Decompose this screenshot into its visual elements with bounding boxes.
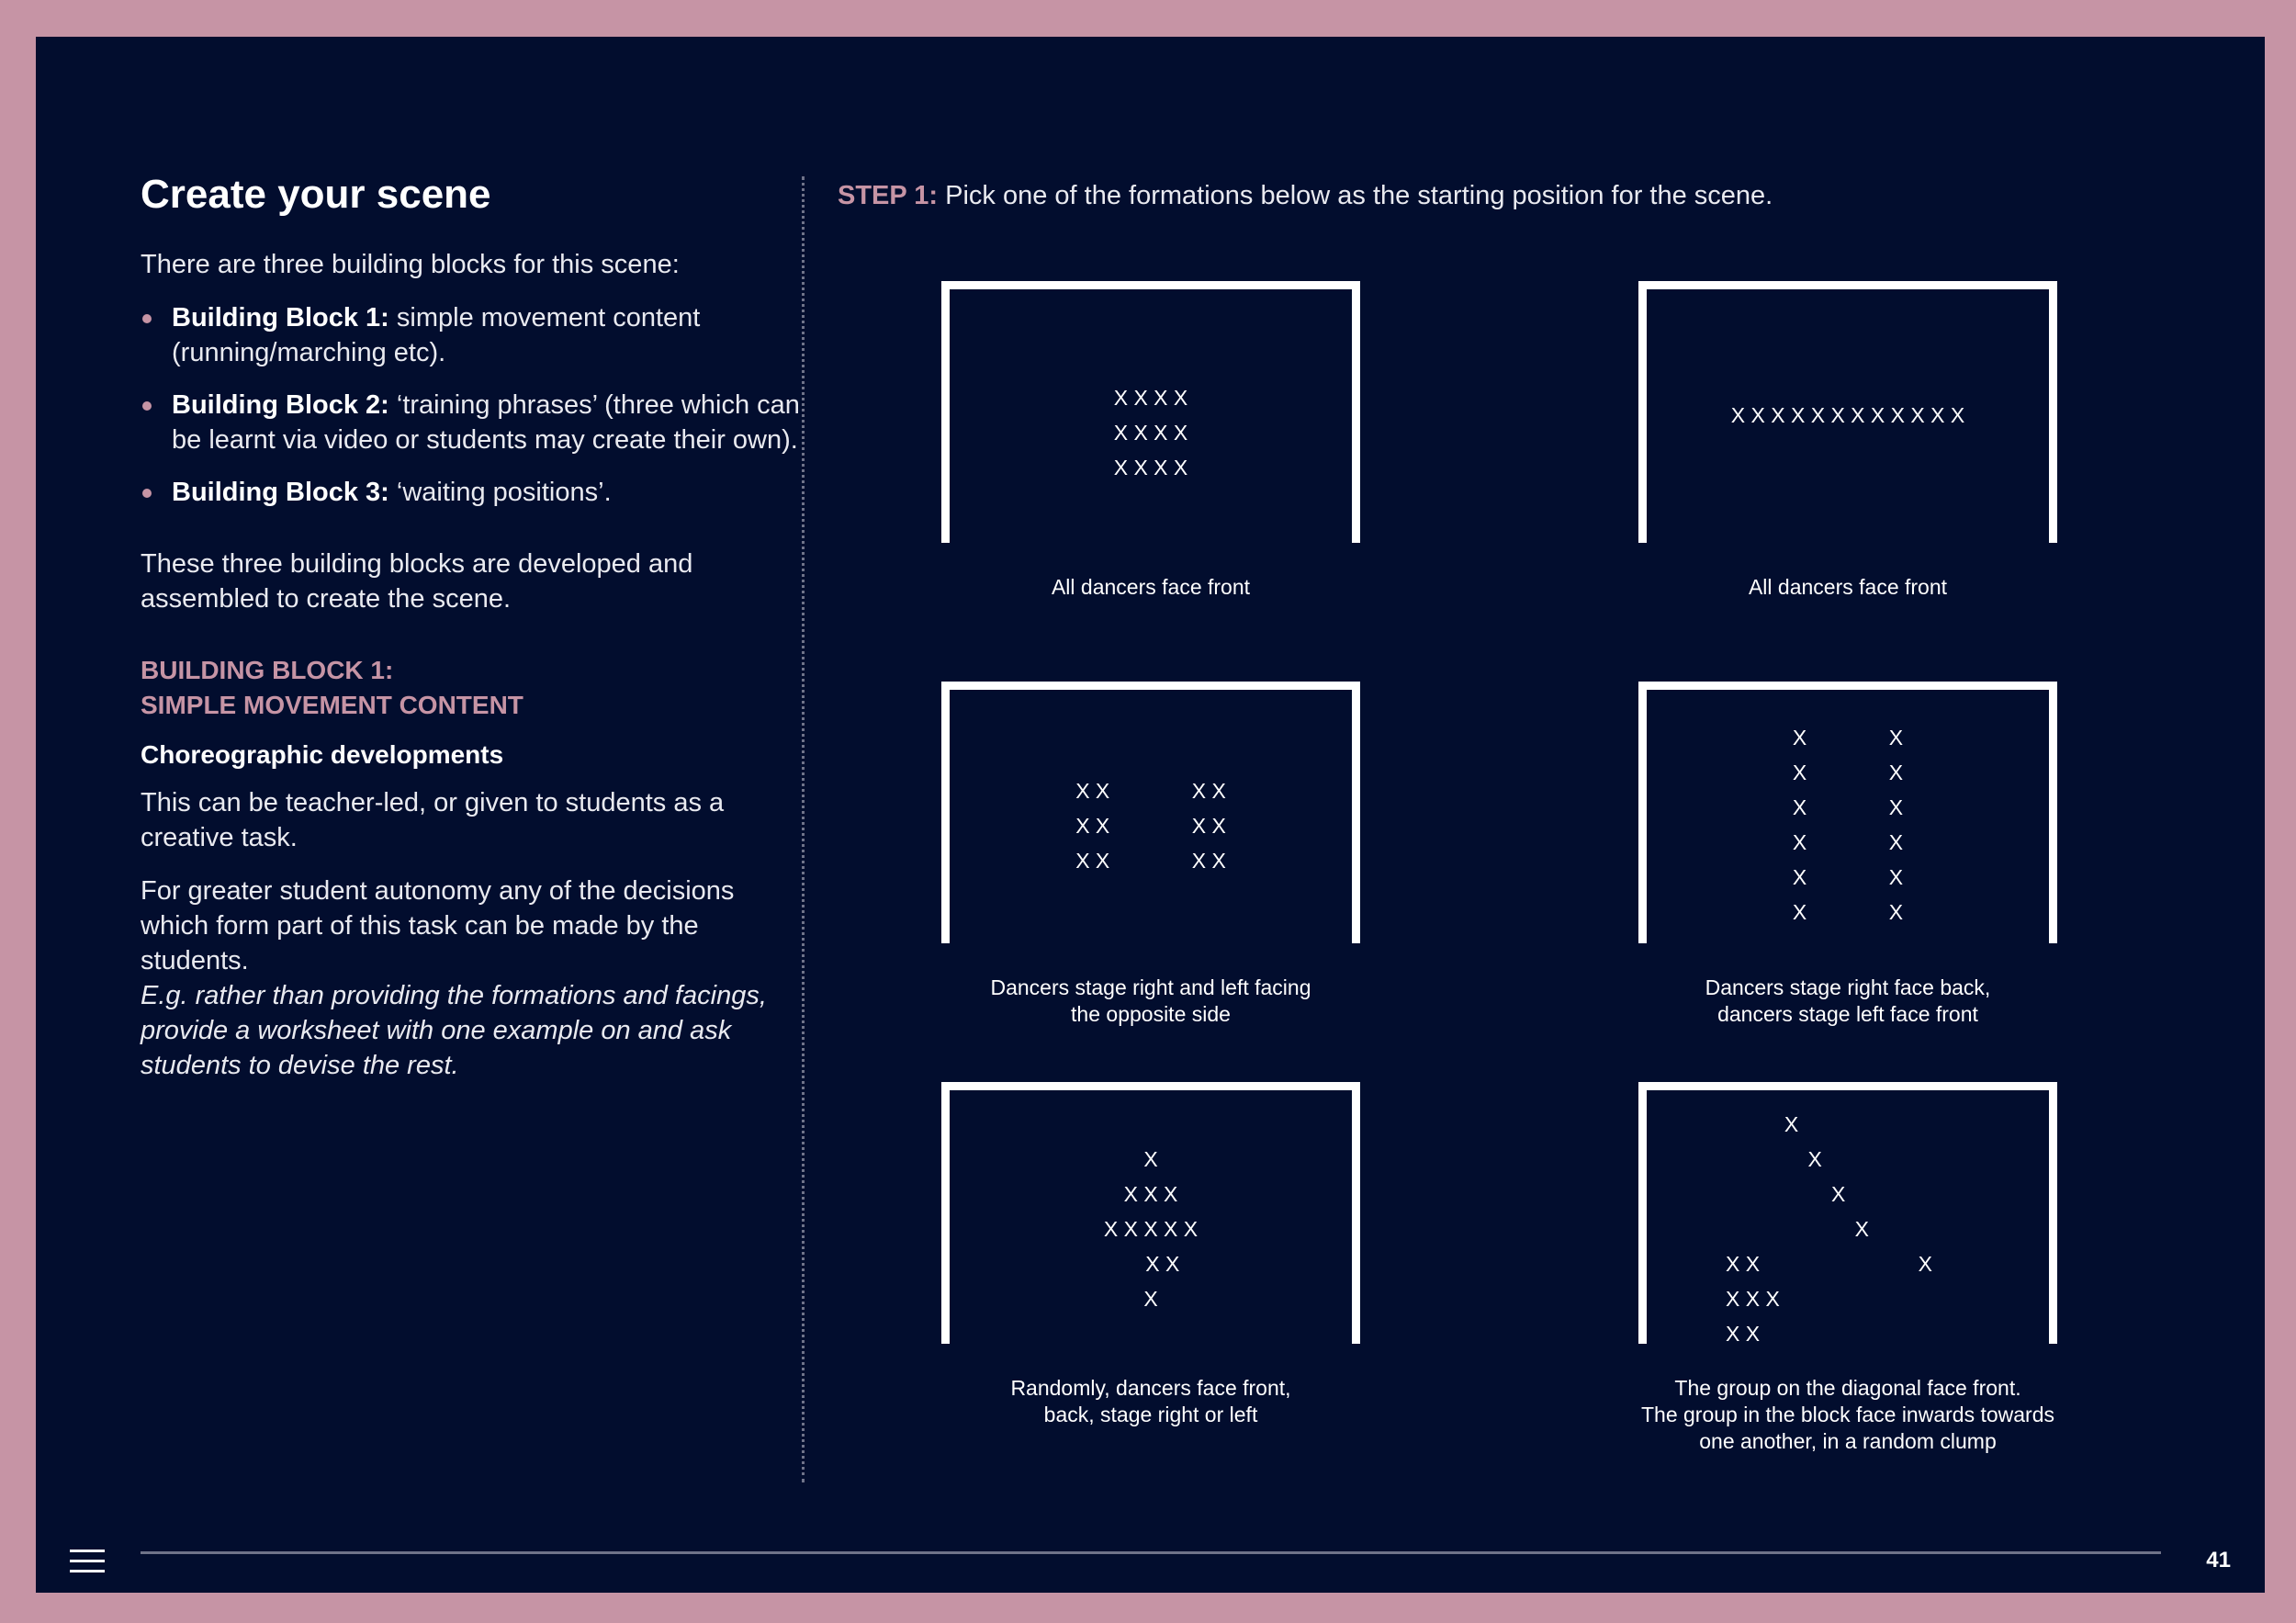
formation-caption-4: Dancers stage right face back, dancers stage left face front <box>1705 975 1991 1026</box>
sub-heading: Choreographic developments <box>141 739 504 769</box>
dancer-row: X X <box>1726 1322 1761 1346</box>
formation-caption-3: Dancers stage right and left facing the opposite side <box>990 975 1311 1026</box>
column-divider <box>802 176 805 1482</box>
page-number: 41 <box>2206 1548 2231 1572</box>
list-item-bold: Building Block 1: <box>172 302 389 332</box>
dancer-marks <box>941 380 1360 485</box>
dancer-row: X X <box>1792 900 1904 924</box>
formation-caption-6: The group on the diagonal face front. The group in the block face inwards towards one another, in a random clump <box>1640 1376 2055 1453</box>
menu-bar <box>70 1570 105 1572</box>
dancer-row: X X <box>1792 865 1904 889</box>
autonomy-text <box>141 873 802 1083</box>
menu-bar <box>70 1560 105 1562</box>
menu-bar <box>70 1550 105 1552</box>
footer-rule <box>141 1551 2161 1554</box>
page <box>36 37 2265 1593</box>
list-item <box>141 300 802 370</box>
dancer-marks <box>1638 398 2057 433</box>
step-instruction <box>838 181 1773 211</box>
dancer-row: X X X X X <box>1103 1217 1199 1241</box>
autonomy-sentence: For greater student autonomy any of the decisions which form part of this task can be made by the students. <box>141 875 735 975</box>
formation-caption-5: Randomly, dancers face front, back, stage right or left <box>1010 1376 1291 1426</box>
formation-stage-1 <box>941 281 1360 543</box>
dancer-row: X X X <box>1726 1252 1932 1276</box>
dancer-marks <box>941 1142 1360 1316</box>
dancer-row: X X <box>1792 830 1904 854</box>
page-title: Create your scene <box>141 172 491 217</box>
list-item-text: ‘waiting positions’. <box>388 477 612 507</box>
formation-caption-2: All dancers face front <box>1748 575 1948 599</box>
hamburger-menu-icon[interactable] <box>70 1550 105 1573</box>
step-text: Pick one of the formations below as the starting position for the scene. <box>938 181 1773 210</box>
dancer-row: X <box>1726 1147 1822 1171</box>
dancer-row: X <box>1726 1182 1846 1206</box>
formation-stage-3 <box>941 682 1360 943</box>
dancer-row: X X X <box>1726 1287 1780 1311</box>
section-heading <box>141 653 802 723</box>
dancer-row: X X X X <box>1075 814 1226 838</box>
teacher-led-text: This can be teacher-led, or given to students as a creative task. <box>141 787 725 852</box>
list-item-text: simple movement content (running/marching etc). <box>172 302 701 367</box>
dancer-row: X X <box>1792 726 1904 750</box>
step-label: STEP 1: <box>838 181 939 210</box>
intro-text: There are three building blocks for this scene: <box>141 249 680 279</box>
dancer-row: X X X X X X X X X X X X <box>1730 403 1965 427</box>
dancer-row: X X <box>1792 761 1904 784</box>
assembled-text: These three building blocks are developed and assembled to create the scene. <box>141 548 693 614</box>
dancer-row: X X X X <box>1113 386 1188 410</box>
building-blocks-list <box>141 300 802 510</box>
example-text: E.g. rather than providing the formations and facings, provide a worksheet with one example on and ask students to devise the rest. <box>141 980 767 1080</box>
dancer-marks <box>1638 720 2057 930</box>
dancer-marks <box>1726 1107 2057 1351</box>
dancer-marks <box>941 773 1360 878</box>
dancer-row: X X X X <box>1075 779 1226 803</box>
dancer-row: X X X X <box>1113 456 1188 479</box>
dancer-row: X X <box>1121 1252 1180 1276</box>
formation-stage-4 <box>1638 682 2057 943</box>
dancer-row: X <box>1726 1217 1869 1241</box>
list-item-bold: Building Block 3: <box>172 477 389 507</box>
list-item <box>141 475 802 510</box>
dancer-row: X <box>1726 1112 1799 1136</box>
dancer-row: X X X <box>1123 1182 1178 1206</box>
formation-stage-5 <box>941 1082 1360 1344</box>
left-column <box>141 171 802 1101</box>
list-item <box>141 388 802 457</box>
formation-caption-1: All dancers face front <box>1051 575 1251 599</box>
list-item-text: ‘training phrases’ (three which can be learnt via video or students may create their own). <box>172 389 800 455</box>
dancer-row: X X X X <box>1075 849 1226 873</box>
dancer-row: X X <box>1792 795 1904 819</box>
formation-stage-2 <box>1638 281 2057 543</box>
section-heading-line-2: SIMPLE MOVEMENT CONTENT <box>141 690 523 719</box>
dancer-row: X <box>1143 1287 1158 1311</box>
section-heading-line-1: BUILDING BLOCK 1: <box>141 655 394 684</box>
list-item-bold: Building Block 2: <box>172 389 389 420</box>
dancer-row: X X X X <box>1113 421 1188 445</box>
dancer-row: X <box>1143 1147 1158 1171</box>
formation-stage-6 <box>1638 1082 2057 1344</box>
